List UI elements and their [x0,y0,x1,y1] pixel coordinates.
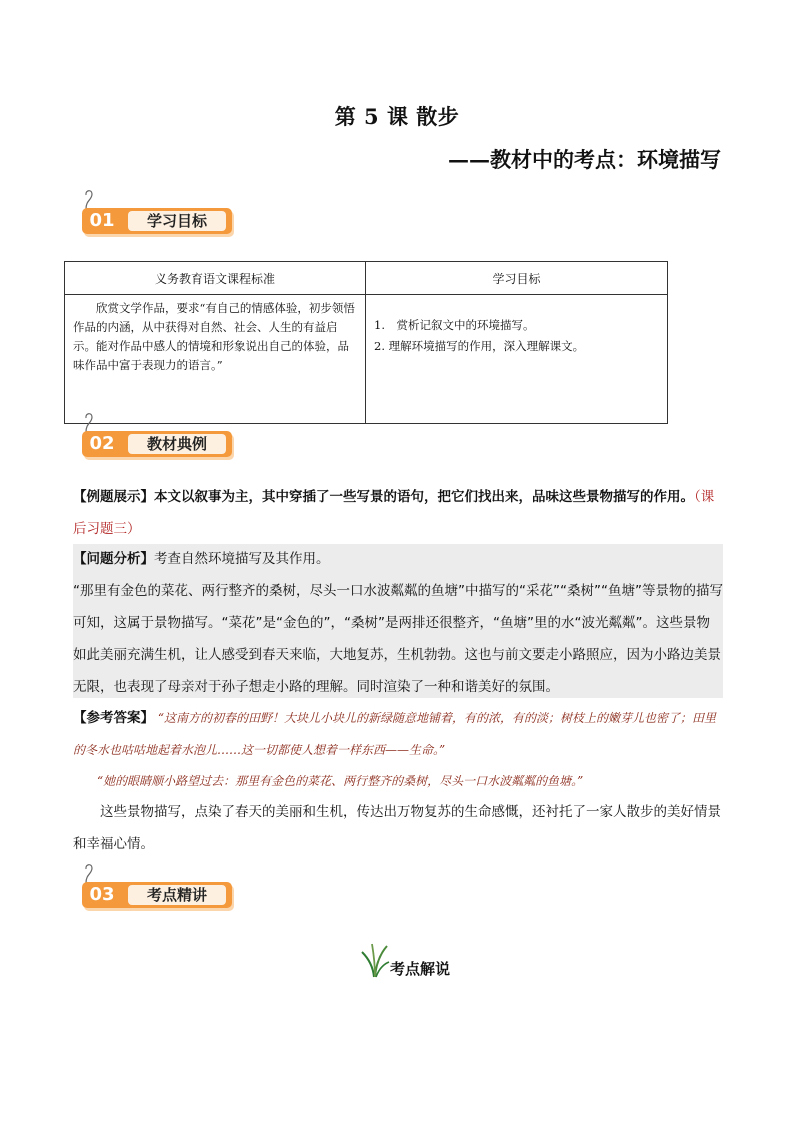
analysis-label: 【问题分析】 [73,551,154,567]
example-paragraph [73,481,723,545]
goal-item: 1. 赏析记叙文中的环境描写。 [374,318,535,332]
section-number: 03 [89,884,115,905]
section-tab [82,208,232,234]
answer-quote-2: “她的眼睛顺小路望过去：那里有金色的菜花、两行整齐的桑树，尽头一口水波粼粼的鱼塘。” [97,774,584,788]
table-header-standard: 义务教育语文课程标准 [65,262,366,295]
section-number: 01 [89,210,115,231]
section-tab [82,882,232,908]
analysis-paragraph [73,543,723,703]
example-label: 【例题展示】 [73,489,154,505]
section-header-03 [82,862,242,908]
section-label: 考点精讲 [128,885,226,905]
curl-icon [82,188,102,210]
section-label: 教材典例 [128,434,226,454]
section-label: 学习目标 [128,211,226,231]
standard-cell: 欣赏文学作品，要求“有自己的情感体验，初步领悟作品的内涵，从中获得对自然、社会、人生的有益启示。能对作品中感人的情境和形象说出自己的体验，品味作品中富于表现力的语言。” [65,295,366,424]
section-number: 02 [89,433,115,454]
section-header-02 [82,411,242,457]
goals-table [64,261,668,424]
leaf-icon [360,942,390,978]
answer-quote-1: “这南方的初春的田野！大块儿小块儿的新绿随意地铺着，有的浓，有的淡；树枝上的嫩芽儿也密了；田里的冬水也咕咕地起着水泡儿……这一切都使人想着一样东西——生命。” [73,711,716,757]
section-tab [82,431,232,457]
curl-icon [82,862,102,884]
answer-paragraph [73,702,723,766]
goal-item: 2. 理解环境描写的作用，深入理解课文。 [374,339,585,353]
table-header-goals: 学习目标 [366,262,668,295]
example-source: （课后习题三） [73,489,715,537]
example-question: 本文以叙事为主，其中穿插了一些写景的语句，把它们找出来，品味这些景物描写的作用。 [154,489,694,505]
analysis-lead: 考查自然环境描写及其作用。 [154,551,330,567]
goals-cell [366,295,668,424]
section-header-01 [82,188,242,234]
page-title: 第 5 课 散步 [334,104,460,129]
analysis-body: “那里有金色的菜花、两行整齐的桑树，尽头一口水波粼粼的鱼塘”中描写的“采花”“桑树”“鱼塘”等景物的描写可知，这属于景物描写。“菜花”是“金色的”，“桑树”是两排还很整齐，“鱼塘”里的水“波光粼粼”。这些景物如此美丽充满生机，让人感受到春天来临，大地复苏，生机勃勃。这也与前文要走小路照应，因为小路边美景无限，也表现了母亲对于孙子想走小路的理解。同时渲染了一种和谐美好的氛围。 [73,583,723,695]
curl-icon [82,411,102,433]
answer-conclusion: 这些景物描写，点染了春天的美丽和生机，传达出万物复苏的生命感慨，还衬托了一家人散步的美好情景和幸福心情。 [73,804,721,852]
page-subtitle: ——教材中的考点：环境描写 [448,147,721,172]
answer-label: 【参考答案】 [73,710,154,726]
subsection-title: 考点解说 [390,960,451,978]
subsection-heading [0,940,794,980]
